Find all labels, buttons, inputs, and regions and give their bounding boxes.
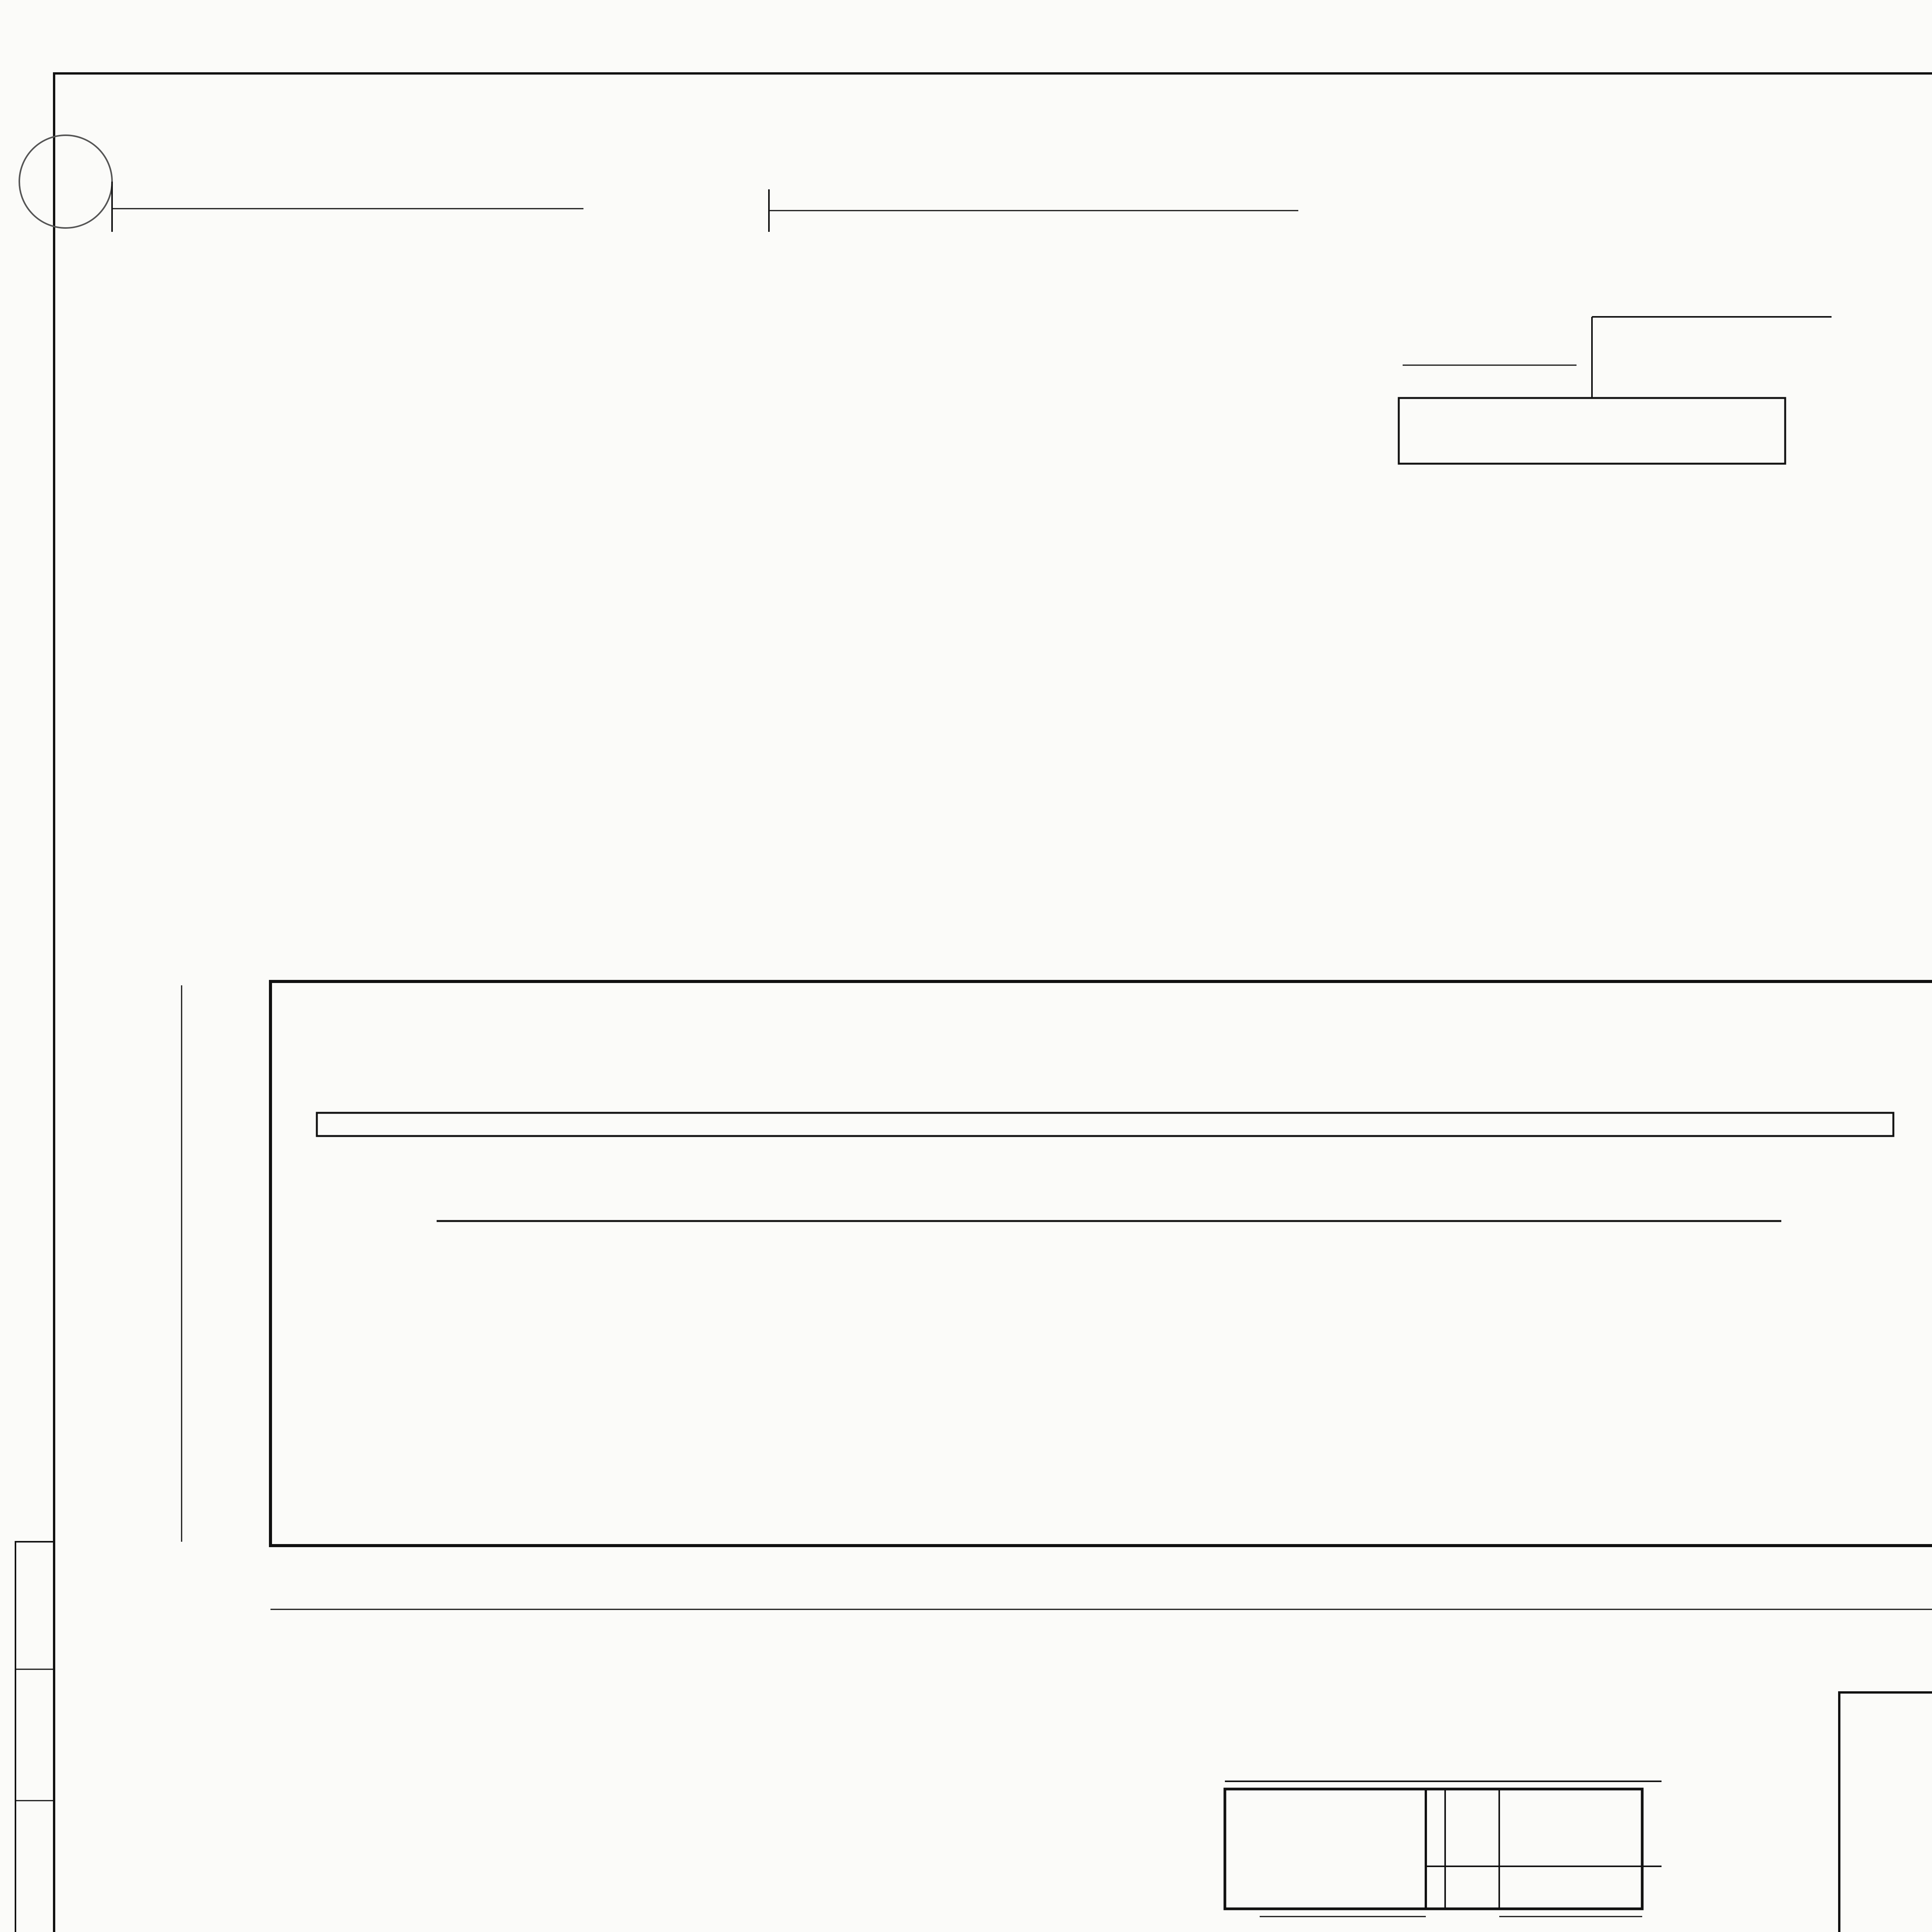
heating-step-1 — [112, 182, 583, 232]
channel-2-2 — [1225, 1789, 1642, 1909]
outer-frame — [54, 73, 1932, 1932]
heating-step-2 — [769, 189, 1298, 232]
motor-panel — [1399, 398, 1785, 464]
cable-channel — [317, 1113, 1893, 1136]
motor-supply — [1399, 317, 1832, 464]
title-block — [1839, 1692, 1932, 1932]
stamp — [19, 135, 112, 228]
section-2-2 — [1225, 1781, 1662, 1917]
plan-building — [270, 981, 1932, 1546]
plan — [182, 981, 1932, 1609]
side-strip — [15, 1542, 54, 1932]
